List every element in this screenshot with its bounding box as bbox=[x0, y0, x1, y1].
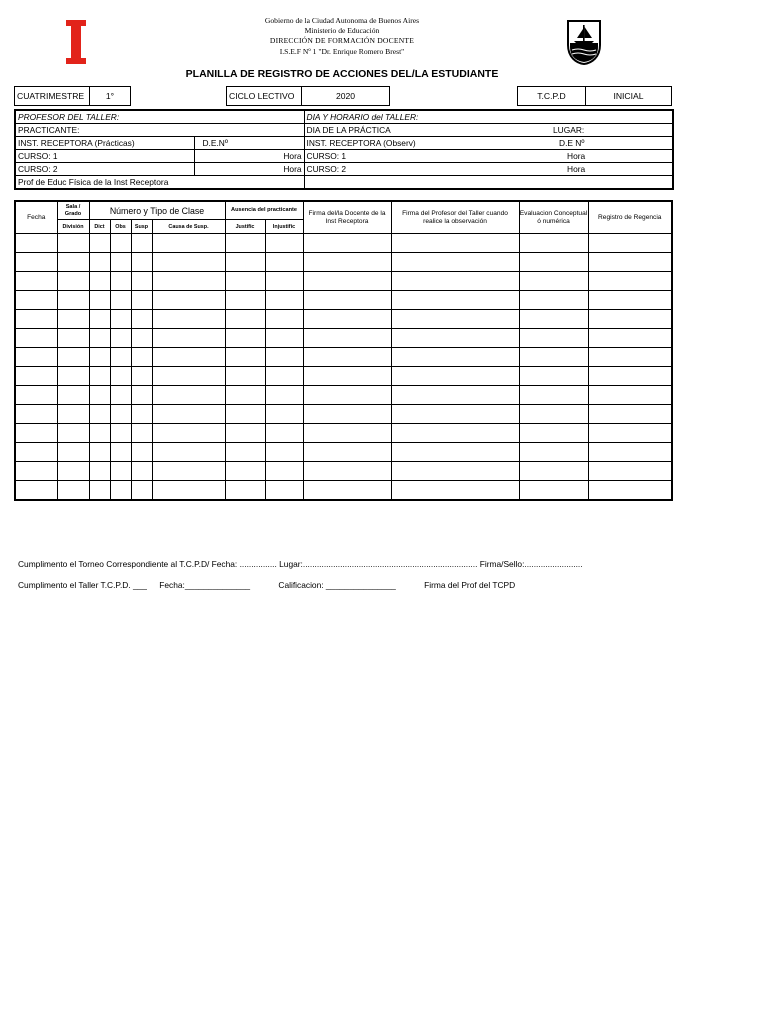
table-cell[interactable] bbox=[57, 310, 89, 329]
table-cell[interactable] bbox=[131, 329, 152, 348]
table-cell[interactable] bbox=[225, 348, 265, 367]
table-cell[interactable] bbox=[131, 443, 152, 462]
table-cell[interactable] bbox=[265, 253, 303, 272]
institution-logo bbox=[64, 20, 88, 64]
table-cell[interactable] bbox=[519, 348, 588, 367]
table-cell[interactable] bbox=[519, 234, 588, 253]
col-dict: Dict bbox=[89, 220, 110, 234]
table-cell[interactable] bbox=[391, 310, 519, 329]
table-cell[interactable] bbox=[152, 253, 225, 272]
table-cell[interactable] bbox=[57, 367, 89, 386]
table-cell[interactable] bbox=[391, 253, 519, 272]
document-header bbox=[200, 16, 484, 57]
table-cell[interactable] bbox=[15, 405, 57, 424]
table-cell[interactable] bbox=[89, 367, 110, 386]
header-ministry: Ministerio de Educación bbox=[304, 26, 380, 36]
table-cell[interactable] bbox=[303, 310, 391, 329]
table-cell[interactable] bbox=[588, 272, 672, 291]
info-table bbox=[14, 109, 674, 190]
table-cell[interactable] bbox=[225, 234, 265, 253]
table-cell[interactable] bbox=[588, 462, 672, 481]
header-direction: DIRECCIÓN DE FORMACIÓN DOCENTE bbox=[269, 36, 415, 46]
table-cell[interactable] bbox=[152, 348, 225, 367]
table-cell[interactable] bbox=[152, 272, 225, 291]
col-justific: Justific bbox=[225, 220, 265, 234]
table-cell[interactable] bbox=[110, 329, 131, 348]
table-cell[interactable] bbox=[303, 481, 391, 501]
table-cell[interactable] bbox=[131, 462, 152, 481]
table-cell[interactable] bbox=[89, 348, 110, 367]
empty-cell bbox=[304, 176, 673, 190]
table-cell[interactable] bbox=[131, 310, 152, 329]
tcpd-label: T.C.P.D bbox=[518, 87, 586, 106]
table-cell[interactable] bbox=[57, 481, 89, 501]
table-cell[interactable] bbox=[57, 443, 89, 462]
table-cell[interactable] bbox=[303, 386, 391, 405]
header-government: Gobierno de la Ciudad Autonoma de Buenos Aires bbox=[264, 16, 420, 25]
table-cell[interactable] bbox=[225, 329, 265, 348]
table-cell[interactable] bbox=[152, 310, 225, 329]
table-cell[interactable] bbox=[519, 291, 588, 310]
table-cell[interactable] bbox=[588, 310, 672, 329]
table-cell[interactable] bbox=[519, 310, 588, 329]
footer-fecha-field[interactable]: Fecha:______________ bbox=[159, 580, 251, 590]
top-row-table bbox=[14, 86, 672, 106]
city-seal-icon bbox=[565, 17, 603, 65]
lugar-field[interactable]: LUGAR: bbox=[501, 124, 673, 137]
table-cell[interactable] bbox=[225, 310, 265, 329]
table-cell[interactable] bbox=[225, 253, 265, 272]
table-cell[interactable] bbox=[519, 253, 588, 272]
table-cell[interactable] bbox=[89, 329, 110, 348]
table-cell[interactable] bbox=[110, 443, 131, 462]
col-injustific: Injustific bbox=[265, 220, 303, 234]
table-cell[interactable] bbox=[110, 405, 131, 424]
table-row bbox=[15, 234, 672, 253]
table-cell[interactable] bbox=[57, 424, 89, 443]
col-sala-grado: Sala / Grado bbox=[57, 201, 89, 220]
table-cell[interactable] bbox=[110, 310, 131, 329]
table-cell[interactable] bbox=[303, 348, 391, 367]
col-division: División bbox=[57, 220, 89, 234]
table-cell[interactable] bbox=[15, 272, 57, 291]
footer-torneo-line: Cumplimento el Torneo Correspondiente al T.C.P.D/ Fecha: ................ Lugar:........................................................................... Firma/Sello:......................... bbox=[18, 559, 583, 569]
dia-practica-field[interactable]: DIA DE LA PRÁCTICA bbox=[304, 124, 501, 137]
den-left-field[interactable]: D.E.Nº bbox=[194, 137, 304, 150]
table-cell[interactable] bbox=[225, 424, 265, 443]
table-cell[interactable] bbox=[391, 462, 519, 481]
table-cell[interactable] bbox=[519, 329, 588, 348]
table-cell[interactable] bbox=[57, 405, 89, 424]
spacer-cell bbox=[131, 87, 227, 106]
table-row bbox=[15, 272, 672, 291]
table-cell[interactable] bbox=[57, 329, 89, 348]
table-cell[interactable] bbox=[519, 481, 588, 501]
table-cell[interactable] bbox=[152, 367, 225, 386]
table-row bbox=[15, 424, 672, 443]
table-cell[interactable] bbox=[265, 405, 303, 424]
hora-field[interactable]: Hora bbox=[194, 163, 304, 176]
table-cell[interactable] bbox=[110, 234, 131, 253]
table-row bbox=[15, 329, 672, 348]
table-cell[interactable] bbox=[110, 253, 131, 272]
table-cell[interactable] bbox=[588, 234, 672, 253]
table-cell[interactable] bbox=[131, 367, 152, 386]
table-cell[interactable] bbox=[588, 405, 672, 424]
table-cell[interactable] bbox=[519, 424, 588, 443]
table-cell[interactable] bbox=[152, 386, 225, 405]
hora-field[interactable]: Hora bbox=[501, 163, 673, 176]
col-registro: Registro de Regencia bbox=[588, 201, 672, 234]
ciclo-lectivo-label: CICLO LECTIVO bbox=[227, 87, 302, 106]
table-cell[interactable] bbox=[225, 462, 265, 481]
hora-field[interactable]: Hora bbox=[501, 150, 673, 163]
actions-log-table bbox=[14, 200, 673, 501]
col-numero-tipo: Número y Tipo de Clase bbox=[89, 201, 225, 220]
col-fecha: Fecha bbox=[15, 201, 57, 234]
table-row bbox=[15, 405, 672, 424]
table-cell[interactable] bbox=[110, 462, 131, 481]
table-cell[interactable] bbox=[15, 386, 57, 405]
practicante-field[interactable]: PRACTICANTE: bbox=[15, 124, 304, 137]
table-cell[interactable] bbox=[391, 367, 519, 386]
table-cell[interactable] bbox=[265, 329, 303, 348]
table-cell[interactable] bbox=[303, 405, 391, 424]
col-obs: Obs bbox=[110, 220, 131, 234]
table-cell[interactable] bbox=[131, 291, 152, 310]
table-cell[interactable] bbox=[391, 234, 519, 253]
table-cell[interactable] bbox=[15, 291, 57, 310]
table-cell[interactable] bbox=[15, 443, 57, 462]
header-institute: I.S.E.F Nº 1 "Dr. Enrique Romero Brest" bbox=[279, 46, 405, 56]
inst-practicas-field[interactable]: INST. RECEPTORA (Prácticas) bbox=[15, 137, 194, 150]
table-cell[interactable] bbox=[588, 348, 672, 367]
spacer-cell bbox=[390, 87, 518, 106]
table-cell[interactable] bbox=[89, 386, 110, 405]
table-cell[interactable] bbox=[110, 481, 131, 501]
table-cell[interactable] bbox=[265, 348, 303, 367]
table-cell[interactable] bbox=[225, 443, 265, 462]
table-cell[interactable] bbox=[391, 348, 519, 367]
table-cell[interactable] bbox=[303, 367, 391, 386]
table-cell[interactable] bbox=[265, 291, 303, 310]
table-cell[interactable] bbox=[15, 481, 57, 501]
table-cell[interactable] bbox=[110, 367, 131, 386]
table-cell[interactable] bbox=[303, 253, 391, 272]
table-cell[interactable] bbox=[131, 405, 152, 424]
table-cell[interactable] bbox=[152, 424, 225, 443]
table-cell[interactable] bbox=[391, 481, 519, 501]
table-cell[interactable] bbox=[131, 481, 152, 501]
table-cell[interactable] bbox=[265, 367, 303, 386]
profesor-taller-field[interactable]: PROFESOR DEL TALLER: bbox=[15, 110, 304, 124]
table-cell[interactable] bbox=[110, 272, 131, 291]
table-cell[interactable] bbox=[57, 253, 89, 272]
table-cell[interactable] bbox=[15, 329, 57, 348]
table-cell[interactable] bbox=[57, 234, 89, 253]
table-cell[interactable] bbox=[588, 386, 672, 405]
ciclo-lectivo-value[interactable]: 2020 bbox=[302, 87, 390, 106]
table-cell[interactable] bbox=[57, 348, 89, 367]
footer-taller-line bbox=[18, 580, 515, 590]
col-ausencia: Ausencia del practicante bbox=[225, 201, 303, 220]
table-cell[interactable] bbox=[391, 291, 519, 310]
table-cell[interactable] bbox=[519, 367, 588, 386]
table-row bbox=[15, 253, 672, 272]
table-cell[interactable] bbox=[152, 481, 225, 501]
table-cell[interactable] bbox=[110, 386, 131, 405]
table-cell[interactable] bbox=[89, 443, 110, 462]
table-row bbox=[15, 386, 672, 405]
table-cell[interactable] bbox=[152, 291, 225, 310]
table-cell[interactable] bbox=[303, 443, 391, 462]
table-cell[interactable] bbox=[131, 348, 152, 367]
table-row bbox=[15, 481, 672, 501]
table-cell[interactable] bbox=[15, 310, 57, 329]
table-cell[interactable] bbox=[131, 424, 152, 443]
col-causa-susp: Causa de Susp. bbox=[152, 220, 225, 234]
table-cell[interactable] bbox=[519, 405, 588, 424]
den-right-field[interactable]: D.E Nº bbox=[501, 137, 673, 150]
cuatrimestre-label: CUATRIMESTRE bbox=[15, 87, 90, 106]
table-cell[interactable] bbox=[588, 443, 672, 462]
table-cell[interactable] bbox=[391, 405, 519, 424]
table-cell[interactable] bbox=[391, 443, 519, 462]
table-cell[interactable] bbox=[131, 272, 152, 291]
table-cell[interactable] bbox=[131, 253, 152, 272]
table-cell[interactable] bbox=[391, 424, 519, 443]
table-cell[interactable] bbox=[15, 234, 57, 253]
table-cell[interactable] bbox=[152, 443, 225, 462]
table-cell[interactable] bbox=[89, 272, 110, 291]
table-cell[interactable] bbox=[391, 329, 519, 348]
table-cell[interactable] bbox=[265, 310, 303, 329]
table-row bbox=[15, 291, 672, 310]
col-firma-profesor: Firma del Profesor del Taller cuando realice la observación bbox=[391, 201, 519, 234]
table-row bbox=[15, 462, 672, 481]
hora-field[interactable]: Hora bbox=[194, 150, 304, 163]
table-cell[interactable] bbox=[57, 462, 89, 481]
curso2-right-field[interactable]: CURSO: 2 bbox=[304, 163, 501, 176]
col-evaluacion: Evaluacion Conceptual ó numérica bbox=[519, 201, 588, 234]
table-cell[interactable] bbox=[265, 462, 303, 481]
table-cell[interactable] bbox=[303, 234, 391, 253]
table-cell[interactable] bbox=[265, 272, 303, 291]
table-cell[interactable] bbox=[588, 291, 672, 310]
table-cell[interactable] bbox=[225, 386, 265, 405]
table-cell[interactable] bbox=[588, 253, 672, 272]
table-cell[interactable] bbox=[15, 367, 57, 386]
footer-taller-label: Cumplimento el Taller T.C.P.D. ___ bbox=[18, 580, 147, 590]
table-cell[interactable] bbox=[303, 272, 391, 291]
table-row bbox=[15, 310, 672, 329]
footer-calificacion-field[interactable]: Calificacion: _______________ bbox=[278, 580, 396, 590]
curso1-right-field[interactable]: CURSO: 1 bbox=[304, 150, 501, 163]
table-cell[interactable] bbox=[391, 272, 519, 291]
table-cell[interactable] bbox=[303, 329, 391, 348]
col-susp: Susp bbox=[131, 220, 152, 234]
table-cell[interactable] bbox=[110, 291, 131, 310]
table-cell[interactable] bbox=[89, 405, 110, 424]
table-cell[interactable] bbox=[152, 462, 225, 481]
footer-firma-prof-label: Firma del Prof del TCPD bbox=[424, 580, 516, 590]
table-cell[interactable] bbox=[89, 253, 110, 272]
table-cell[interactable] bbox=[265, 386, 303, 405]
table-cell[interactable] bbox=[265, 234, 303, 253]
table-cell[interactable] bbox=[588, 424, 672, 443]
col-firma-docente: Firma del/la Docente de la Inst Receptora bbox=[303, 201, 391, 234]
table-cell[interactable] bbox=[15, 253, 57, 272]
table-cell[interactable] bbox=[89, 291, 110, 310]
table-cell[interactable] bbox=[89, 462, 110, 481]
table-cell[interactable] bbox=[152, 234, 225, 253]
table-cell[interactable] bbox=[89, 234, 110, 253]
table-cell[interactable] bbox=[519, 443, 588, 462]
table-cell[interactable] bbox=[588, 481, 672, 501]
table-cell[interactable] bbox=[152, 405, 225, 424]
table-cell[interactable] bbox=[265, 481, 303, 501]
table-cell[interactable] bbox=[110, 424, 131, 443]
table-cell[interactable] bbox=[588, 329, 672, 348]
table-cell[interactable] bbox=[131, 386, 152, 405]
table-cell[interactable] bbox=[519, 386, 588, 405]
curso1-left-field[interactable]: CURSO: 1 bbox=[15, 150, 194, 163]
table-cell[interactable] bbox=[110, 348, 131, 367]
table-cell[interactable] bbox=[588, 367, 672, 386]
inst-observ-field[interactable]: INST. RECEPTORA (Observ) bbox=[304, 137, 501, 150]
table-cell[interactable] bbox=[265, 443, 303, 462]
table-cell[interactable] bbox=[57, 291, 89, 310]
table-cell[interactable] bbox=[391, 386, 519, 405]
table-row bbox=[15, 367, 672, 386]
table-cell[interactable] bbox=[519, 272, 588, 291]
table-cell[interactable] bbox=[225, 481, 265, 501]
table-cell[interactable] bbox=[225, 367, 265, 386]
table-cell[interactable] bbox=[15, 462, 57, 481]
table-cell[interactable] bbox=[89, 481, 110, 501]
table-cell[interactable] bbox=[225, 291, 265, 310]
table-cell[interactable] bbox=[519, 462, 588, 481]
table-cell[interactable] bbox=[303, 424, 391, 443]
table-cell[interactable] bbox=[57, 386, 89, 405]
table-row bbox=[15, 348, 672, 367]
table-cell[interactable] bbox=[89, 310, 110, 329]
cuatrimestre-value[interactable]: 1° bbox=[90, 87, 131, 106]
tcpd-value[interactable]: INICIAL bbox=[586, 87, 672, 106]
table-cell[interactable] bbox=[131, 234, 152, 253]
table-cell[interactable] bbox=[303, 291, 391, 310]
table-cell[interactable] bbox=[303, 462, 391, 481]
prof-educ-field[interactable]: Prof de Educ Física de la Inst Receptora bbox=[15, 176, 304, 190]
dia-horario-field[interactable]: DIA Y HORARIO del TALLER: bbox=[304, 110, 673, 124]
table-cell[interactable] bbox=[15, 424, 57, 443]
table-cell[interactable] bbox=[89, 424, 110, 443]
table-cell[interactable] bbox=[152, 329, 225, 348]
page-title: PLANILLA DE REGISTRO DE ACCIONES DEL/LA ESTUDIANTE bbox=[185, 68, 499, 80]
table-cell[interactable] bbox=[225, 272, 265, 291]
curso2-left-field[interactable]: CURSO: 2 bbox=[15, 163, 194, 176]
table-cell[interactable] bbox=[15, 348, 57, 367]
table-cell[interactable] bbox=[57, 272, 89, 291]
table-cell[interactable] bbox=[265, 424, 303, 443]
table-cell[interactable] bbox=[225, 405, 265, 424]
table-row bbox=[15, 443, 672, 462]
